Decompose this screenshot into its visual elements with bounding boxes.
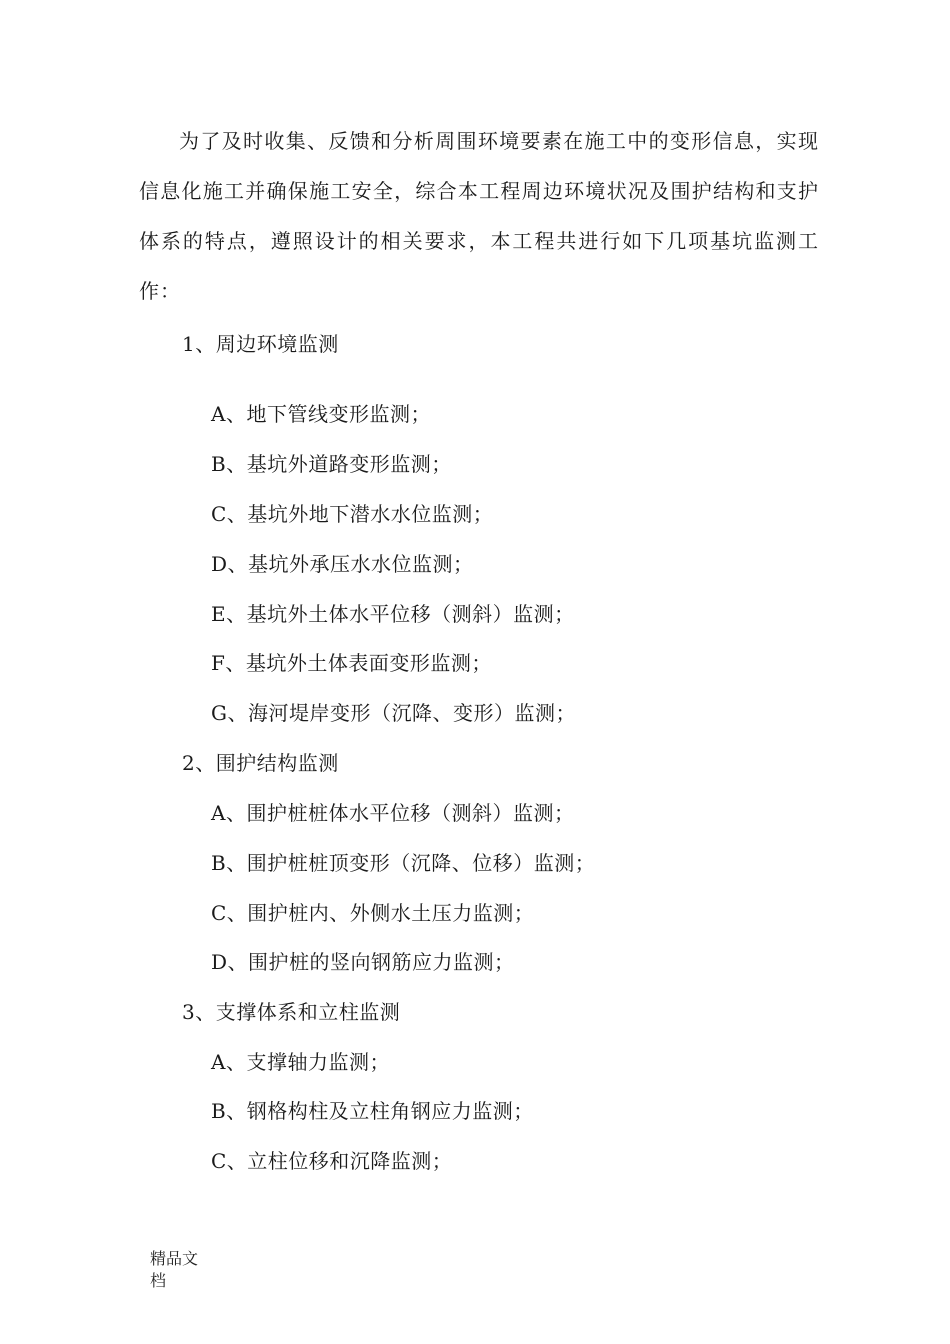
section-heading-1: 1、周边环境监测 (182, 332, 339, 356)
section-heading-3: 3、支撑体系和立柱监测 (182, 1000, 401, 1024)
list-item: A、地下管线变形监测； (211, 402, 431, 426)
list-item: C、基坑外地下潜水水位监测； (211, 502, 494, 526)
footer-label (150, 1248, 210, 1292)
list-item: F、基坑外土体表面变形监测； (211, 651, 492, 675)
list-item: C、立柱位移和沉降监测； (211, 1149, 453, 1173)
list-item: G、海河堤岸变形（沉降、变形）监测； (211, 701, 576, 725)
list-item: C、围护桩内、外侧水土压力监测； (211, 901, 535, 925)
list-item: D、基坑外承压水水位监测； (211, 552, 474, 576)
section-heading-2: 2、围护结构监测 (182, 751, 339, 775)
intro-paragraph: 为了及时收集、反馈和分析周围环境要素在施工中的变形信息，实现信息化施工并确保施工安全，综合本工程周边环境状况及围护结构和支护体系的特点，遵照设计的相关要求，本工程共进行如下几项基坑监测工作： (139, 129, 819, 303)
footer-line-1: 精品文 (150, 1249, 199, 1268)
list-item: E、基坑外土体水平位移（测斜）监测； (211, 602, 575, 626)
list-item: B、钢格构柱及立柱角钢应力监测； (211, 1099, 534, 1123)
list-item: A、围护桩桩体水平位移（测斜）监测； (211, 801, 575, 825)
list-item: A、支撑轴力监测； (211, 1050, 390, 1074)
list-item: B、围护桩桩顶变形（沉降、位移）监测； (211, 851, 596, 875)
footer-line-2: 档 (150, 1271, 167, 1290)
list-item: D、围护桩的竖向钢筋应力监测； (211, 950, 515, 974)
list-item: B、基坑外道路变形监测； (211, 452, 452, 476)
